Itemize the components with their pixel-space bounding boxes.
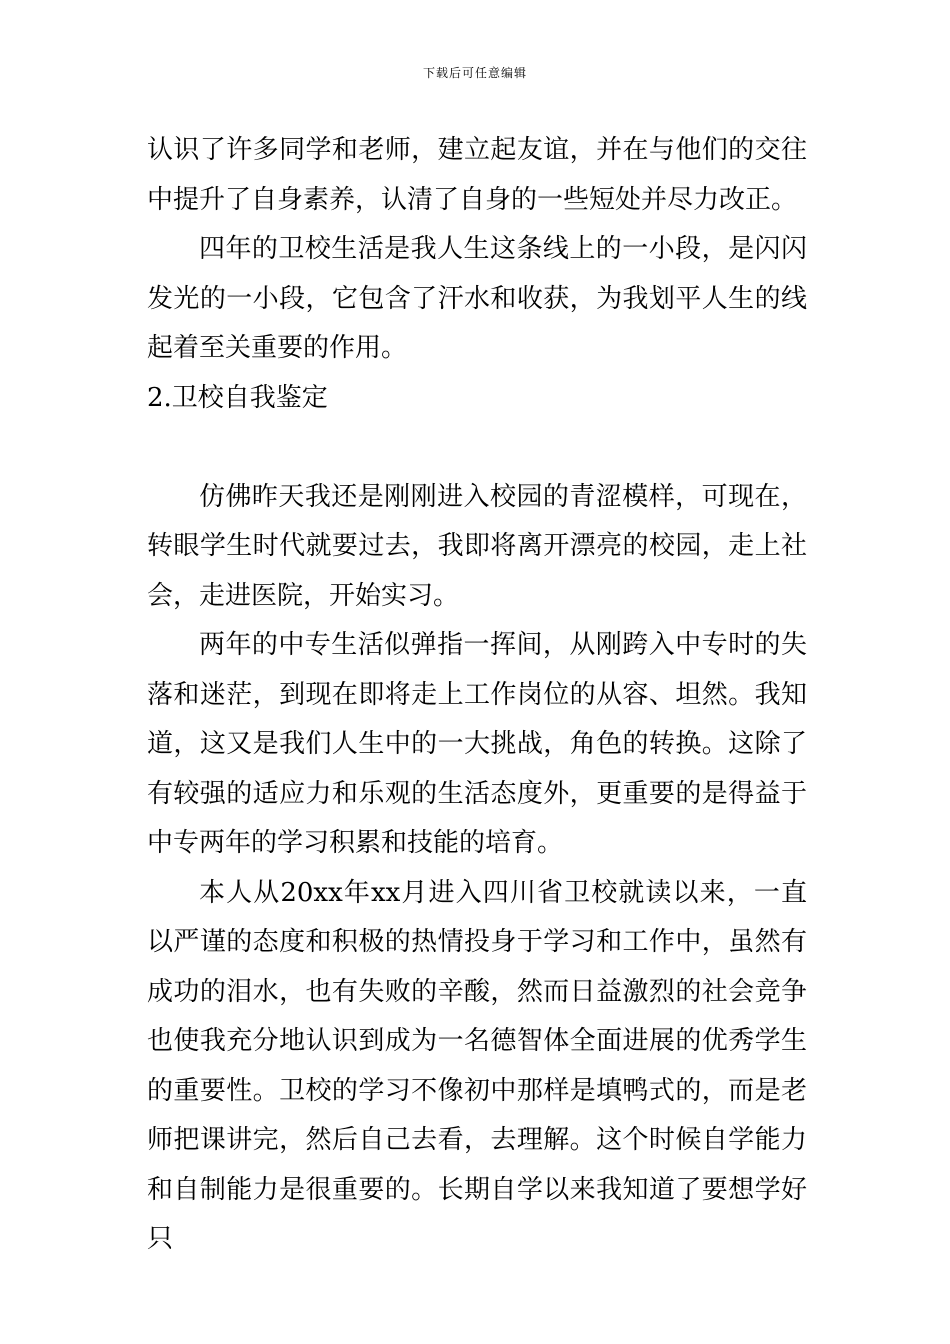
document-body xyxy=(147,126,807,1265)
paragraph-3: 本人从20xx年xx月进入四川省卫校就读以来，一直以严谨的态度和积极的热情投身于学习和工作中，虽然有成功的泪水，也有失败的辛酸，然而日益激烈的社会竞争也使我充分地认识到成为一名德智体全面进展的优秀学生的重要性。卫校的学习不像初中那样是填鸭式的，而是老师把课讲完，然后自己去看，去理解。这个时候自学能力和自制能力是很重要的。长期自学以来我知道了要想学好只 xyxy=(147,877,807,1254)
paragraph-continued: 认识了许多同学和老师，建立起友谊，并在与他们的交往中提升了自身素养，认清了自身的一些短处并尽力改正。 xyxy=(147,135,807,215)
paragraph-1: 仿佛昨天我还是刚刚进入校园的青涩模样，可现在，转眼学生时代就要过去，我即将离开漂亮的校园，走上社会，走进医院，开始实习。 xyxy=(147,481,807,611)
page-header: 下载后可任意编辑 xyxy=(422,66,527,80)
paragraph-2: 两年的中专生活似弹指一挥间，从刚跨入中专时的失落和迷茫，到现在即将走上工作岗位的从容、坦然。我知道，这又是我们人生中的一大挑战，角色的转换。这除了有较强的适应力和乐观的生活态度外，更重要的是得益于中专两年的学习积累和技能的培育。 xyxy=(147,630,807,858)
paragraph-summary: 四年的卫校生活是我人生这条线上的一小段，是闪闪发光的一小段，它包含了汗水和收获，为我划平人生的线起着至关重要的作用。 xyxy=(147,234,807,363)
blank-line xyxy=(147,423,807,473)
section-heading: 2.卫校自我鉴定 xyxy=(147,382,328,413)
